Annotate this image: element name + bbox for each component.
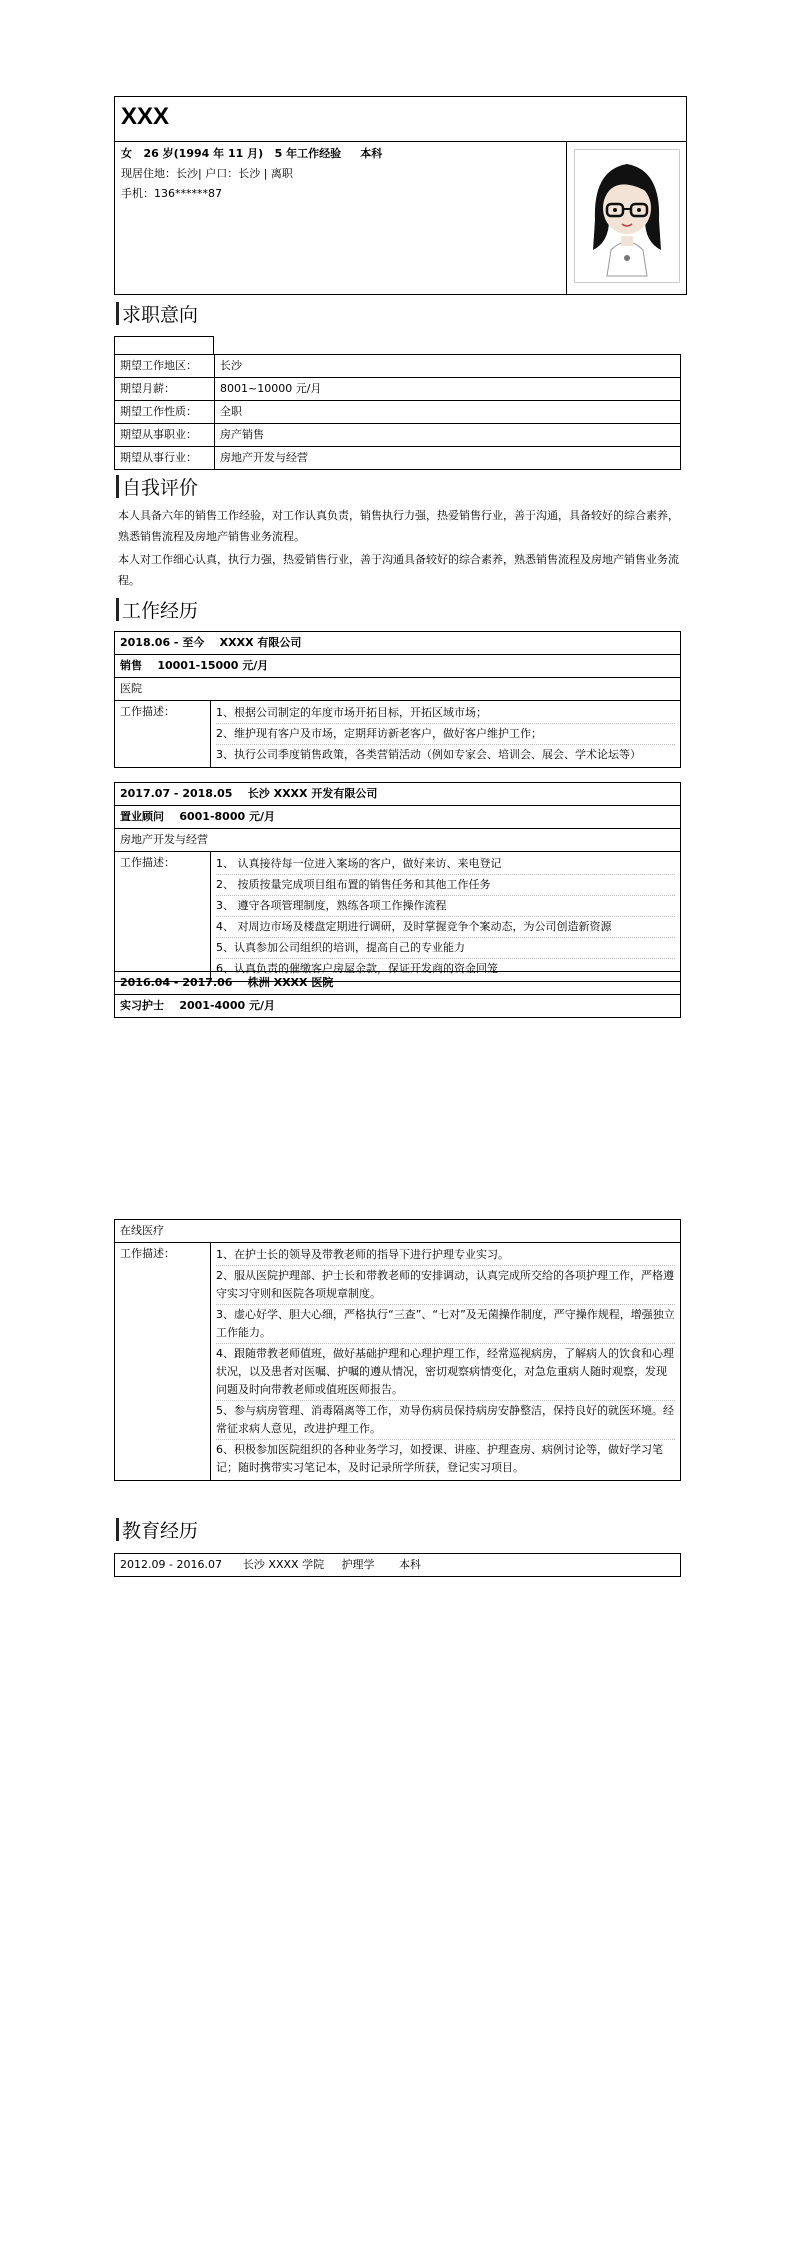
info-column-divider bbox=[566, 141, 567, 294]
job-2 bbox=[114, 782, 681, 982]
list-item: 2、维护现有客户及市场，定期拜访新老客户，做好客户维护工作； bbox=[216, 724, 675, 745]
table-row: 期望月薪： 8001~10000 元/月 bbox=[115, 378, 681, 401]
candidate-name: XXX bbox=[121, 103, 170, 130]
list-item: 5、认真参加公司组织的培训，提高自己的专业能力 bbox=[216, 938, 675, 959]
hukou: 长沙 bbox=[238, 167, 261, 180]
education-degree: 本科 bbox=[399, 1558, 422, 1571]
intent-table-tab bbox=[114, 336, 214, 354]
degree: 本科 bbox=[360, 147, 383, 160]
table-row: 期望工作性质： 全职 bbox=[115, 401, 681, 424]
list-item: 4、 对周边市场及楼盘定期进行调研，及时掌握竞争个案动态，为公司创造新资源 bbox=[216, 917, 675, 938]
job-3-header bbox=[114, 971, 681, 1018]
age: 26 岁(1994 年 11 月) bbox=[143, 147, 264, 160]
job-position-row: 实习护士 2001-4000 元/月 bbox=[115, 995, 681, 1018]
list-item: 1、根据公司制定的年度市场开拓目标，开拓区域市场； bbox=[216, 703, 675, 724]
education-school: 长沙 XXXX 学院 bbox=[242, 1558, 325, 1571]
profile-header bbox=[114, 96, 687, 295]
education-section-title: 教育经历 bbox=[118, 1516, 198, 1543]
job-desc-list bbox=[216, 1245, 675, 1478]
job-desc-row: 工作描述： 1、 认真接待每一位进入案场的客户，做好来访、来电登记 2、 按质按量完成项目组布置的销售任务和其他工作任务 3、 遵守各项管理制度，熟练各项工作操作流程 4、 对周边市场及楼盘定期进行调研，及时掌握竞争个案动态，为公司创造新资源 5、认真参加公司组织的培训，提高自己的专业能力 6、认真负责的催缴客户房屋余款，保证开发商的资金回笼 bbox=[115, 852, 681, 982]
job-desc-list bbox=[216, 854, 675, 979]
list-item: 5、参与病房管理、消毒隔离等工作，劝导伤病员保持病房安静整洁，保持良好的就医环境。经常征求病人意见，改进护理工作。 bbox=[216, 1401, 675, 1440]
self-eval-paragraph-1: 本人具备六年的销售工作经验，对工作认真负责，销售执行力强，热爱销售行业，善于沟通，具备较好的综合素养，熟悉销售流程及房地产销售业务流程。 bbox=[118, 509, 679, 543]
education-table bbox=[114, 1553, 681, 1577]
experience: 5 年工作经验 bbox=[274, 147, 342, 160]
job-1 bbox=[114, 631, 681, 768]
table-row: 期望工作地区： 长沙 bbox=[115, 355, 681, 378]
job-position-row: 销售 10001-15000 元/月 bbox=[115, 655, 681, 678]
list-item: 3、 遵守各项管理制度，熟练各项工作操作流程 bbox=[216, 896, 675, 917]
list-item: 2、服从医院护理部、护士长和带教老师的安排调动，认真完成所交给的各项护理工作，严格遵守实习守则和医院各项规章制度。 bbox=[216, 1266, 675, 1305]
education-major: 护理学 bbox=[341, 1558, 375, 1571]
table-row bbox=[115, 1554, 681, 1577]
education-period: 2012.09 - 2016.07 bbox=[120, 1558, 222, 1571]
intent-section-title: 求职意向 bbox=[118, 300, 198, 327]
basic-info-line bbox=[121, 145, 382, 161]
job-period-row: 2018.06 - 至今 XXXX 有限公司 bbox=[115, 632, 681, 655]
list-item: 3、执行公司季度销售政策，各类营销活动（例如专家会、培训会、展会、学术论坛等） bbox=[216, 748, 641, 761]
job-desc-list bbox=[216, 703, 675, 765]
list-item: 6、认真负责的催缴客户房屋余款，保证开发商的资金回笼 bbox=[216, 962, 498, 975]
phone-line: 手机：136******87 bbox=[121, 187, 222, 200]
work-section-title: 工作经历 bbox=[118, 596, 198, 623]
intent-table bbox=[114, 354, 681, 470]
job-industry-row: 在线医疗 bbox=[115, 1220, 681, 1243]
job-3-body bbox=[114, 1219, 681, 1481]
job-period-row: 2016.04 - 2017.06 株洲 XXXX 医院 bbox=[115, 972, 681, 995]
header-divider bbox=[115, 141, 686, 142]
table-row: 期望从事行业： 房地产开发与经营 bbox=[115, 447, 681, 470]
job-desc-row: 工作描述： 1、在护士长的领导及带教老师的指导下进行护理专业实习。 2、服从医院护理部、护士长和带教老师的安排调动，认真完成所交给的各项护理工作，严格遵守实习守则和医院各项规章制度。 3、虚心好学、胆大心细，严格执行“三查”、“七对”及无菌操作制度，严守操作规程，增强独立工作能力。 4、跟随带教老师值班，做好基础护理和心理护理工作，经常巡视病房，了解病人的饮食和心理状况，以及患者对医嘱、护嘱的遵从情况，密切观察病情变化，对急危重病人随时观察，发现问题及时向带教老师或值班医师报告。 5、参与病房管理、消毒隔离等工作，劝导伤病员保持病房安静整洁，保持良好的就医环境。经常征求病人意见，改进护理工作。 6、积极参加医院组织的各种业务学习，如授课、讲座、护理查房、病例讨论等，做好学习笔记；随时携带实习笔记本，及时记录所学所获，登记实习项目。 bbox=[115, 1243, 681, 1481]
job-period-row: 2017.07 - 2018.05 长沙 XXXX 开发有限公司 bbox=[115, 783, 681, 806]
cartoon-girl-avatar-icon bbox=[575, 150, 679, 282]
list-item: 4、跟随带教老师值班，做好基础护理和心理护理工作，经常巡视病房，了解病人的饮食和心理状况，以及患者对医嘱、护嘱的遵从情况，密切观察病情变化，对急危重病人随时观察，发现问题及时向带教老师或值班医师报告。 bbox=[216, 1344, 675, 1401]
job-position-row: 置业顾问 6001-8000 元/月 bbox=[115, 806, 681, 829]
list-item: 3、虚心好学、胆大心细，严格执行“三查”、“七对”及无菌操作制度，严守操作规程，增强独立工作能力。 bbox=[216, 1305, 675, 1344]
residence: 长沙 bbox=[176, 167, 198, 180]
job-industry-row: 医院 bbox=[115, 678, 681, 701]
phone-number: 136******87 bbox=[154, 187, 222, 200]
table-row: 期望从事职业： 房产销售 bbox=[115, 424, 681, 447]
list-item: 1、在护士长的领导及带教老师的指导下进行护理专业实习。 bbox=[216, 1245, 675, 1266]
gender: 女 bbox=[121, 147, 132, 160]
job-industry-row: 房地产开发与经营 bbox=[115, 829, 681, 852]
list-item: 1、 认真接待每一位进入案场的客户，做好来访、来电登记 bbox=[216, 854, 675, 875]
self-eval-section-title: 自我评价 bbox=[118, 473, 198, 500]
residence-line: 现居住地：长沙| 户口：长沙 | 离职 bbox=[121, 167, 293, 180]
list-item: 6、积极参加医院组织的各种业务学习，如授课、讲座、护理查房、病例讨论等，做好学习笔记；随时携带实习笔记本，及时记录所学所获，登记实习项目。 bbox=[216, 1443, 663, 1474]
self-eval-paragraph-2: 本人对工作细心认真，执行力强，热爱销售行业，善于沟通具备较好的综合素养，熟悉销售流程及房地产销售业务流程。 bbox=[118, 553, 679, 587]
job-status: 离职 bbox=[270, 167, 293, 180]
avatar bbox=[574, 149, 680, 283]
list-item: 2、 按质按量完成项目组布置的销售任务和其他工作任务 bbox=[216, 875, 675, 896]
job-desc-row: 工作描述： 1、根据公司制定的年度市场开拓目标，开拓区域市场； 2、维护现有客户及市场，定期拜访新老客户，做好客户维护工作； 3、执行公司季度销售政策，各类营销活动（例如专家会、培训会、展会、学术论坛等） bbox=[115, 701, 681, 768]
